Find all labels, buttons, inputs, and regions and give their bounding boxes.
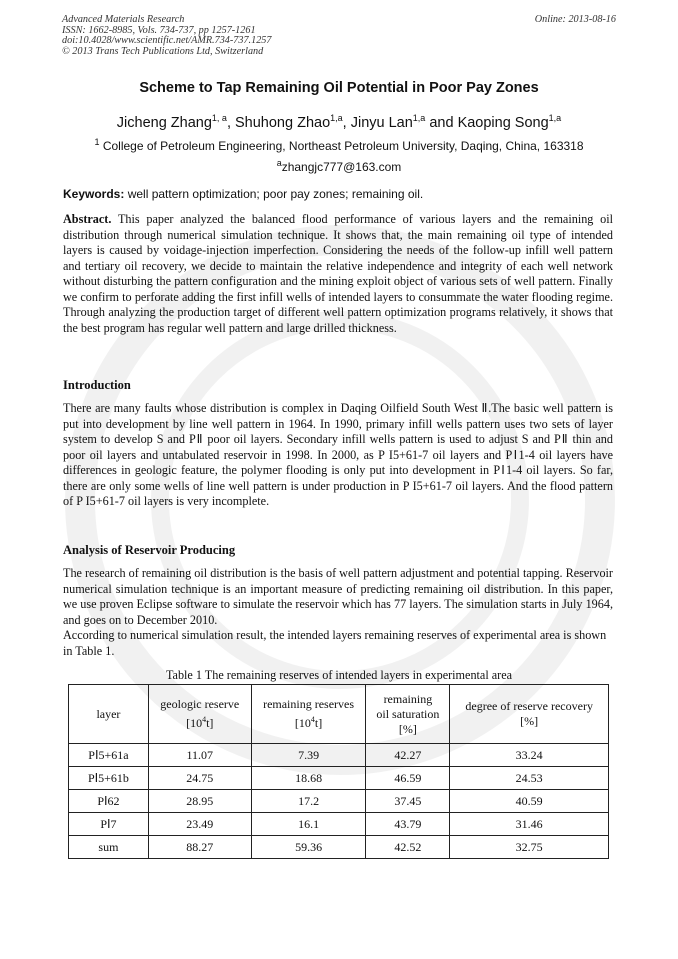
author-list	[0, 113, 678, 131]
affiliation-text: College of Petroleum Engineering, Northeast Petroleum University, Daqing, China, 163318	[102, 139, 584, 153]
analysis-paragraph-2: According to numerical simulation result, the intended layers remaining reserves of experimental area is shown in Table 1.	[63, 628, 607, 658]
header-recovery-degree: degree of reserve recovery [%]	[450, 685, 609, 744]
table-cell: 24.75	[148, 767, 251, 790]
table-cell: 17.2	[251, 790, 366, 813]
table-row	[69, 790, 609, 813]
doi-line: doi:10.4028/www.scientific.net/AMR.734-737.1257	[62, 35, 272, 47]
author-separator: ,	[226, 114, 235, 131]
table-row	[69, 836, 609, 859]
table-cell: 42.27	[366, 744, 450, 767]
author-separator: and	[425, 114, 458, 131]
table-cell: PⅠ7	[69, 813, 149, 836]
abstract	[63, 212, 613, 336]
header-oil-saturation: remaining oil saturation [%]	[366, 685, 450, 744]
table-cell: 37.45	[366, 790, 450, 813]
table-cell: 28.95	[148, 790, 251, 813]
header-remaining-reserves: remaining reserves $[10^4t]$	[251, 685, 366, 744]
table-cell: PⅠ62	[69, 790, 149, 813]
email-text[interactable]: zhangjc777@163.com	[281, 160, 402, 174]
table-caption: Table 1 The remaining reserves of intended layers in experimental area	[165, 668, 513, 682]
author-name: Kaoping Song	[457, 114, 549, 131]
table-cell: sum	[69, 836, 149, 859]
table-cell: 42.52	[366, 836, 450, 859]
author-sup: 1,a	[412, 113, 426, 123]
author-name: Shuhong Zhao	[235, 114, 331, 131]
author-email[interactable]	[0, 158, 678, 174]
table-cell: 24.53	[450, 767, 609, 790]
header-geologic-reserve: geologic reserve $[10^4t]$	[148, 685, 251, 744]
reserves-table	[68, 684, 609, 859]
table-cell: 16.1	[251, 813, 366, 836]
table-cell: 31.46	[450, 813, 609, 836]
issn-line: ISSN: 1662-8985, Vols. 734-737, pp 1257-1261	[62, 24, 256, 36]
keywords-text: well pattern optimization; poor pay zones; remaining oil.	[127, 187, 424, 201]
keywords	[63, 187, 618, 201]
affiliation	[0, 137, 678, 153]
journal-name: Advanced Materials Research	[62, 14, 185, 25]
abstract-text: This paper analyzed the balanced flood performance of various layers and the remaining oil distribution through numerical simulation technique. It shows that, the main remaining oil type of intended layers is caused by voidage-injection imperfection. Considering the needs of the follow-up infill well pattern and tertiary oil recovery, we decide to maintain the relative independence and integrity of each well network without disturbing the pattern configuration and the mining exploit object of various sets of well pattern. Finally we confirm to perforate adding the first infill wells of intended layers to consummate the water flooding regime. Through analyzing the production target of different well pattern optimization programs relatively, it shows that the best program has regular well pattern and large drilled thickness.	[63, 212, 613, 335]
introduction-text: There are many faults whose distribution is complex in Daqing Oilfield South West Ⅱ.The basic well pattern is put into development by line well pattern in 1964. In 1990, primary infill wells pattern uses two sets of layer system to develop S and PⅡ poor oil layers. Secondary infill wells pattern is used to adjust S and PⅡ thin and poor oil layers and untabulated reservoir in 1998. In 2000, as P I5+61-7 oil layers and PⅠ1-4 oil layers have differences in geologic feature, the polymer flooding is only put into development in PⅠ1-4 oil layers. So far, there are only some wells of line well pattern is under production in P I5+61-7 oil layers. And the flood pattern of P I5+61-7 oil layers is very incomplete.	[63, 401, 613, 508]
introduction-heading: Introduction	[63, 378, 131, 392]
table-cell: PⅠ5+61b	[69, 767, 149, 790]
affiliation-sup: 1	[94, 137, 100, 147]
analysis-paragraph-1: The research of remaining oil distribution is the basis of well pattern adjustment and potential tapping. Reservoir numerical simulation technique is an important measure of predicting remaining oil distribution. In this paper, we use proven Eclipse software to simulate the reservoir which has 77 layers. The simulation starts in July 1964, and goes on to December 2010.	[63, 566, 613, 627]
table-cell: 33.24	[450, 744, 609, 767]
table-row	[69, 744, 609, 767]
copyright-line: © 2013 Trans Tech Publications Ltd, Switzerland	[62, 45, 264, 57]
author-separator: ,	[342, 114, 351, 131]
table-cell: 32.75	[450, 836, 609, 859]
table-cell: 7.39	[251, 744, 366, 767]
table-cell: 11.07	[148, 744, 251, 767]
journal-header	[62, 15, 271, 57]
author-sup: 1,a	[330, 113, 343, 123]
analysis-body	[63, 566, 613, 659]
table-cell: 88.27	[148, 836, 251, 859]
online-date: Online: 2013-08-16	[534, 14, 616, 25]
abstract-label: Abstract.	[63, 212, 112, 226]
table-cell: 59.36	[251, 836, 366, 859]
table-header-row	[69, 685, 609, 744]
table-cell: 46.59	[366, 767, 450, 790]
author-sup: 1, a	[211, 113, 227, 123]
table-row	[69, 767, 609, 790]
email-sup: a	[276, 158, 282, 168]
table-row	[69, 813, 609, 836]
paper-title: Scheme to Tap Remaining Oil Potential in Poor Pay Zones	[139, 80, 539, 96]
keywords-label: Keywords:	[63, 187, 125, 201]
author-name: Jicheng Zhang	[116, 114, 212, 131]
table-cell: PⅠ5+61a	[69, 744, 149, 767]
table-cell: 40.59	[450, 790, 609, 813]
table-cell: 23.49	[148, 813, 251, 836]
analysis-heading: Analysis of Reservoir Producing	[63, 543, 236, 557]
author-name: Jinyu Lan	[350, 114, 413, 131]
table-cell: 18.68	[251, 767, 366, 790]
header-layer: layer	[69, 685, 149, 744]
author-sup: 1,a	[548, 113, 562, 123]
table-cell: 43.79	[366, 813, 450, 836]
